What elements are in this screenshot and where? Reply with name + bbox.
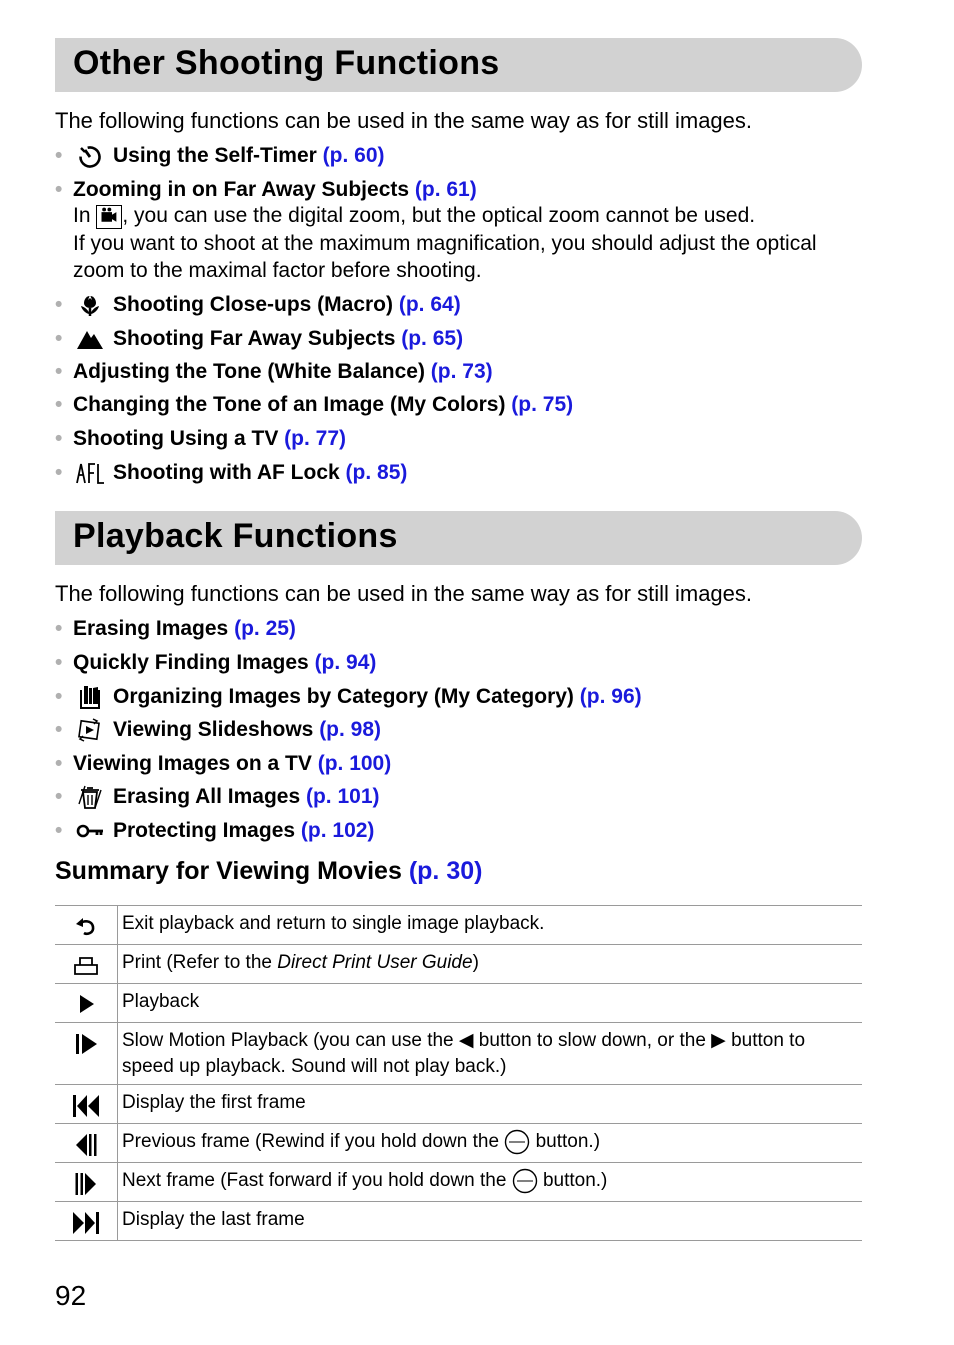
- item-label: Viewing Slideshows: [113, 718, 314, 741]
- item-label: Protecting Images: [113, 819, 296, 842]
- page-reference-link[interactable]: (p. 77): [284, 427, 347, 450]
- item-label: Erasing All Images: [113, 785, 301, 808]
- mountain-icon: [75, 326, 105, 352]
- table-cell: Display the last frame: [118, 1202, 863, 1241]
- table-cell: Slow Motion Playback (you can use the ◀ button to slow down, or the ▶ button to speed up playback. Sound will not play back.): [118, 1023, 863, 1085]
- func-set-button-icon: [504, 1129, 530, 1155]
- next-frame-icon: [55, 1163, 118, 1202]
- movie-mode-icon: [96, 205, 122, 229]
- item-label: Changing the Tone of an Image (My Colors): [73, 393, 506, 416]
- page-reference-link[interactable]: (p. 61): [414, 178, 477, 201]
- first-frame-icon: [55, 1085, 118, 1124]
- page-reference-link[interactable]: (p. 75): [511, 393, 574, 416]
- play-icon: [55, 984, 118, 1023]
- section-intro: The following functions can be used in the same way as for still images.: [55, 108, 753, 133]
- table-row: [55, 1163, 862, 1202]
- page-reference-link[interactable]: (p. 73): [430, 360, 493, 383]
- page-reference-link[interactable]: (p. 96): [579, 685, 642, 708]
- section-title: Playback Functions: [73, 517, 398, 555]
- table-row: [55, 1085, 862, 1124]
- table-row: [55, 906, 862, 945]
- movie-controls-table: [55, 905, 862, 1241]
- page-reference-link[interactable]: (p. 25): [234, 617, 296, 640]
- page-reference-link[interactable]: (p. 60): [322, 144, 385, 167]
- table-cell: Next frame (Fast forward if you hold down the button.): [118, 1163, 863, 1202]
- my-category-icon: [75, 684, 105, 710]
- section-banner-other-shooting: [55, 38, 862, 92]
- self-timer-icon: [75, 143, 105, 169]
- summary-title: Summary for Viewing Movies: [55, 857, 402, 885]
- print-icon: [55, 945, 118, 984]
- page-reference-link[interactable]: (p. 101): [305, 785, 380, 808]
- erase-all-icon: [75, 784, 105, 810]
- table-row: [55, 1023, 862, 1085]
- page-reference-link[interactable]: (p. 65): [401, 327, 464, 350]
- slideshow-icon: [75, 717, 105, 743]
- page-reference-link[interactable]: (p. 30): [408, 857, 483, 885]
- page-number: 92: [55, 1280, 87, 1311]
- previous-frame-icon: [55, 1124, 118, 1163]
- page-reference-link[interactable]: (p. 102): [300, 819, 375, 842]
- item-label: Shooting with AF Lock: [113, 461, 340, 484]
- table-cell: Playback: [118, 984, 863, 1023]
- table-cell: Previous frame (Rewind if you hold down the button.): [118, 1124, 863, 1163]
- item-label: Shooting Using a TV: [73, 427, 279, 450]
- table-row: [55, 984, 862, 1023]
- last-frame-icon: [55, 1202, 118, 1241]
- page-reference-link[interactable]: (p. 64): [398, 293, 461, 316]
- item-label: Shooting Close-ups (Macro): [113, 293, 393, 316]
- left-arrow-icon: ◀: [458, 1030, 474, 1051]
- macro-flower-icon: [75, 292, 105, 318]
- table-row: [55, 945, 862, 984]
- table-cell: Print (Refer to the Direct Print User Guide): [118, 945, 863, 984]
- item-label: Using the Self-Timer: [113, 144, 317, 167]
- table-cell: Display the first frame: [118, 1085, 863, 1124]
- summary-heading: [55, 857, 482, 886]
- item-label: Shooting Far Away Subjects: [113, 327, 396, 350]
- page-reference-link[interactable]: (p. 98): [319, 718, 382, 741]
- item-label: Zooming in on Far Away Subjects: [73, 178, 410, 201]
- section-banner-playback: [55, 511, 862, 565]
- page-reference-link[interactable]: (p. 100): [317, 752, 392, 775]
- item-note: In , you can use the digital zoom, but the optical zoom cannot be used. If you want to shoot at the maximum magnification, you should adjust the optical zoom to the maximal factor before shooting.: [73, 204, 817, 282]
- item-label: Organizing Images by Category (My Category): [113, 685, 574, 708]
- af-lock-icon: [75, 460, 105, 486]
- table-cell: Exit playback and return to single image playback.: [118, 906, 863, 945]
- right-arrow-icon: ▶: [711, 1030, 726, 1051]
- item-label: Viewing Images on a TV: [73, 752, 312, 775]
- return-arrow-icon: [55, 906, 118, 945]
- section-title: Other Shooting Functions: [73, 44, 500, 82]
- page-reference-link[interactable]: (p. 94): [314, 651, 377, 674]
- section-intro: The following functions can be used in the same way as for still images.: [55, 581, 753, 606]
- item-label: Adjusting the Tone (White Balance): [73, 360, 425, 383]
- slow-motion-icon: [55, 1023, 118, 1085]
- func-set-button-icon: [512, 1168, 538, 1194]
- item-label: Erasing Images: [73, 617, 229, 640]
- item-label: Quickly Finding Images: [73, 651, 309, 674]
- page-reference-link[interactable]: (p. 85): [345, 461, 408, 484]
- table-row: [55, 1124, 862, 1163]
- table-row: [55, 1202, 862, 1241]
- protect-key-icon: [75, 818, 105, 844]
